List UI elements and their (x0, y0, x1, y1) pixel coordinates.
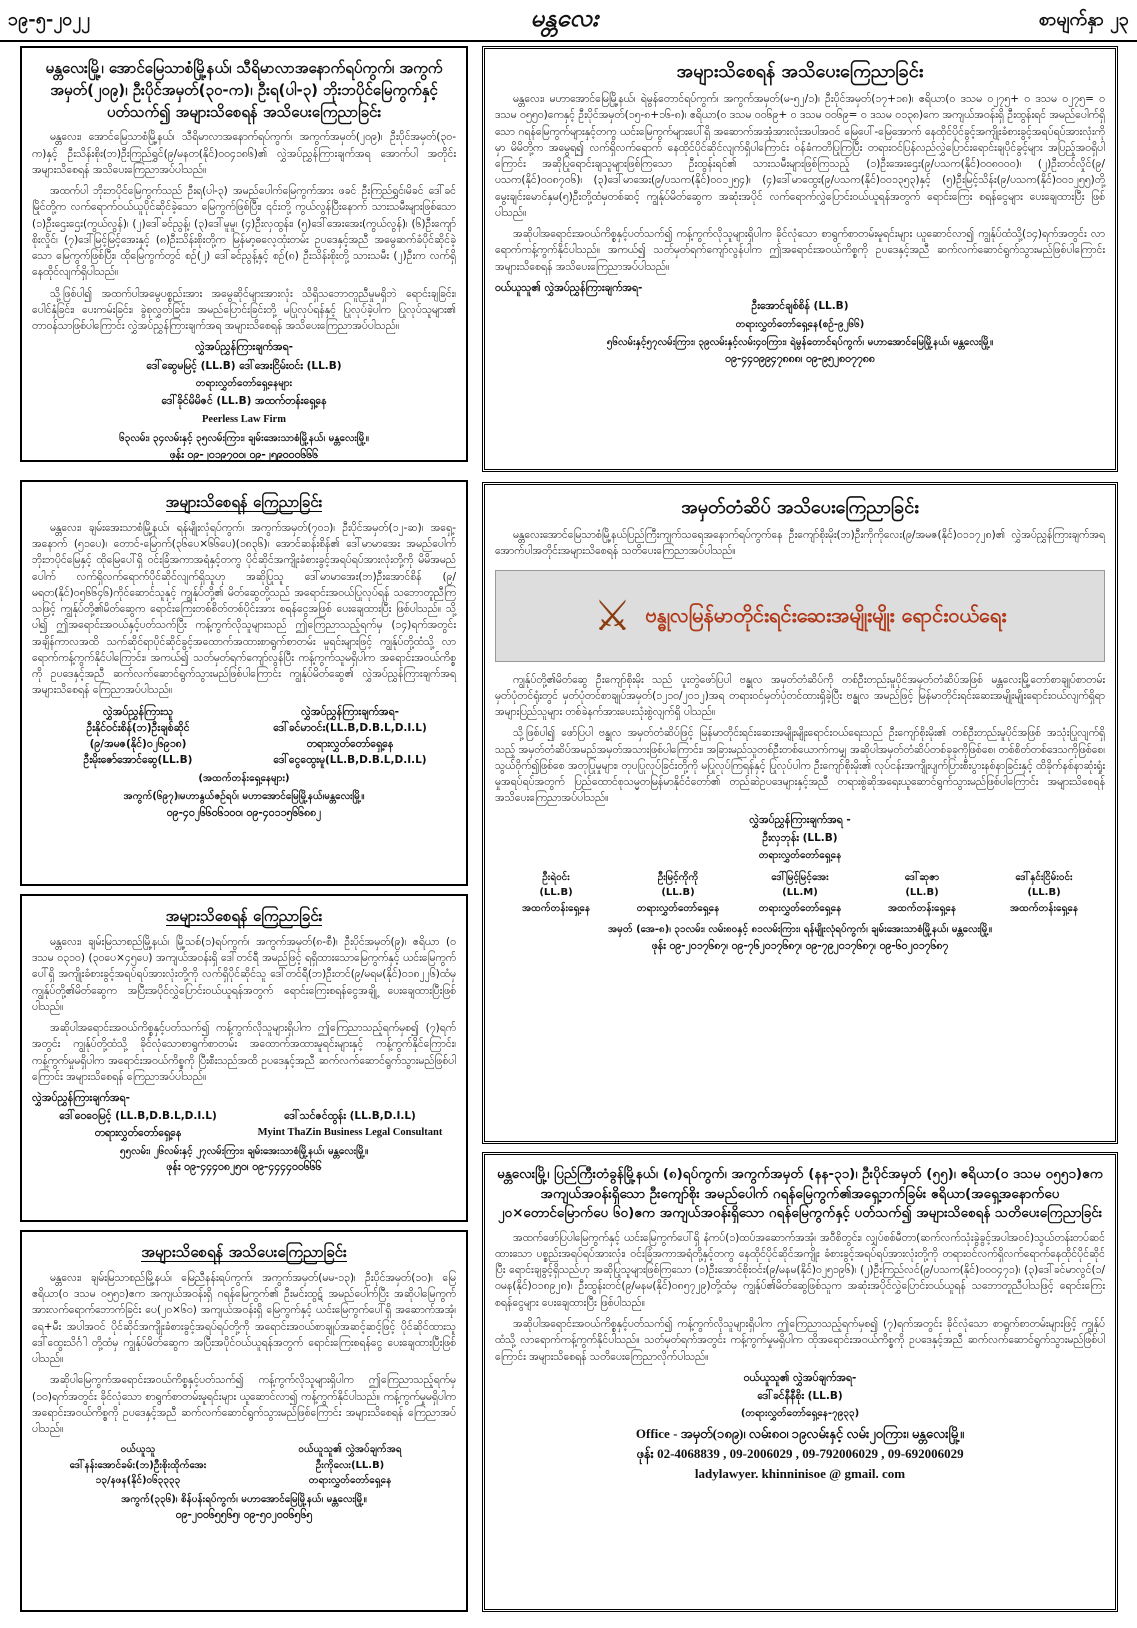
lawyer-entry: ဦးမြင့်ကိုကို (LL.B) တရားလွှတ်တော်ရှေ့နေ (636, 871, 720, 914)
notice-trademark-bandula (482, 482, 1118, 1144)
address: ၆၃လမ်း၊ ၃၄လမ်းနှင့် ၃၅လမ်းကြား၊ ချမ်းအေးသာစံမြို့နယ်၊ မန္တလေးမြို့။ (119, 433, 369, 444)
address: ၅၅လမ်း၊ ၂၆လမ်းနှင့် ၂၇လမ်းကြား၊ ချမ်းအေးသာစံမြို့နယ်၊ မန္တလေးမြို့။ (119, 1145, 369, 1157)
phone: ဖုန်း ၀၉-၂၀၁၇၆၈၇၊ ၀၉-၇၆၂၀၁၇၆၈၇၊ ၀၉-၇၉၂၀၁၇၆၈၇၊ ၀၉-၆၀၂၀၁၇၆၈၇ (651, 939, 949, 952)
lawyer-role: တရားလွှတ်တော်ရှေ့နေ (306, 738, 394, 751)
email: ladylawyer. khinninisoe @ gmail. com (694, 1466, 906, 1482)
notice-paragraph: အထက်ပါ ဘိုးဘပိုင်မြေကွက်သည် ဦးရ(ပါ-၃) အမည်ပေါက်မြေကွက်အား ဖခင် ဦးကြည်ရွှင်၊မိခင် ဒေါ်ခင်မြိုင်တို့က လက်ရောက်ဝယ်ယူပိုင်ဆိုင်ခဲ့သော မြေကွက်ဖြစ်ပြီး၊ ၎င်းတို့ ကွယ်လွန်ပြီးနောက် သားသမီးများဖြစ်သော (၁)ဦးဌေးဌေး(ကွယ်လွန်)၊ (၂)ဒေါ်ခင်ညွန့်၊ (၃)ဒေါ်မူမူ၊ (၄)ဦးလှထွန်း၊ (၅)ဒေါ်အေးအေး(ကွယ်လွန်)၊ (၆)ဦးကျော်စိုးလှိုင်၊ (၇)ဒေါ်မြင့်မြင့်အေးနှင့် (၈)ဦးသိန်းစိုးတို့က မြန်မာ့ဓလေ့ထုံးတမ်း ဥပဒေနှင့်အညီ အမွေဆက်ခံပိုင်ဆိုင်ခဲ့သော မြေကွက်ဖြစ်ပြီး၊ ထိုမြေကွက်တွင် စဉ်(၂) ဒေါ်ခင်ညွန့်နှင့် စဉ်(၈) ဦးသိန်းစိုးတို့ သားသမီး (၂)ဦးက လက်ရှိနေထိုင်လျက်ရှိပါသည်။ (32, 185, 456, 279)
notice-paragraph: မန္တလေး၊ ချမ်းမြသာစည်မြို့နယ်၊ မြို့သစ်(၁)ရပ်ကွက်၊ အကွက်အမှတ်(၈-စီ)၊ ဦးပိုင်အမှတ်(၉)၊ ဧရိယာ (၀ ဒသမ ၀၃၁၀) (၃၀ပေ×၄၅ပေ) အကျယ်အဝန်းရှိ ဒေါ်တင်ရီ အမည်ဖြင့် ရရှိထားသောမြေကွက်နှင့် ယင်းမြေကွက်ပေါ်ရှိ အကျိုးခံစားခွင့်အရပ်ရပ်အားလုံးတို့ကို လက်ရှိပိုင်ဆိုင်သူ ဒေါ်တင်ရီ(ဘ)ဦးတင်(၉/မရမ(နိုင်)၀၁၈၂၂၆)ထံမှ ကျွန်ုပ်တို့၏မိတ်ဆွေက အပြီးအပိုင်လွှဲပြောင်းဝယ်ယူရန်အတွက် ရောင်းကြေးစရန်ငွေအချို့ ပေးချေထားပြီးဖြစ်ပါသည်။ (32, 935, 456, 1013)
notice-paragraph: ကျွန်ုပ်တို့၏မိတ်ဆွေ ဦးကျော်စိုးမိုး သည် ပူးတွဲဖော်ပြပါ ဗန္ဓုလ အမှတ်တံဆိပ်ကို တစ်ဦးတည်းမူပိုင်အမှတ်တံဆိပ်အဖြစ် မန္တလေးမြို့တော်စာချုပ်စာတမ်းမှတ်ပုံတင်ရုံးတွင် မှတ်ပုံတင်စာချုပ်အမှတ်(၁၂၁၀/၂၀၁၂)အရ တရားဝင်မှတ်ပုံတင်ထားရှိခဲ့ပြီး ဗန္ဓုလ အမည်ဖြင့် မြန်မာတိုင်းရင်းဆေးအမျိုးမျိုးရောင်းဝယ်လျက်ရှိရာ အများပြည်သူများ တစ်ခဲနက်အားပေးသုံးစွဲလျက်ရှိ ပါသည်။ (495, 673, 1105, 719)
phone: ၀၉-၄၄၀၉၉၄၇၈၈၈၊ ၀၉-၉၅၂၈၀၇၇၈၈ (725, 352, 875, 365)
address: ၅၆လမ်းနှင့်၅၇လမ်းကြား၊ ၃၉လမ်းနှင့်လမ်း၄၀ကြား၊ ရဲမွန်တောင်ရပ်ကွက်၊ မဟာအောင်မြေမြို့နယ်၊ မန္တလေးမြို့။ (606, 337, 994, 349)
signature-label: ဝယ်ယူသူ (120, 1444, 156, 1456)
trademark-text: ဗန္ဓုလမြန်မာတိုင်းရင်းဆေးအမျိုးမျိုး ရောင်းဝယ်ရေး (645, 603, 1007, 628)
signature-label: ဝယ်ယူသူ၏ လွှဲအပ်ချက်အရ- (743, 1371, 857, 1384)
lawyer-name: ဒေါ်ငွေထွေးမူ(LL.B,D.B.L,D.I.L) (273, 754, 427, 767)
address: အမှတ် (အေ-၈)၊ ၃၁လမ်း၊ လမ်း၈၀နှင့် ၈၁လမ်းကြား၊ ရန်မျိုးလုံရပ်ကွက်၊ ချမ်းအေးသာစံမြို့နယ်၊ မန္တလေးမြို့။ (608, 924, 992, 936)
address: အကွက်(၃၃၆)၊ စိန်ပန်းရပ်ကွက်၊ မဟာအောင်မြေမြို့နယ်၊ မန္တလေးမြို့။ (121, 1493, 367, 1505)
notice-title: အမှတ်တံဆိပ် အသိပေးကြေညာခြင်း (681, 497, 919, 518)
notice-land-myay-nyi-nan (20, 1230, 468, 1612)
lawyer-role: တရားလွှတ်တော်ရှေ့နေ (308, 1475, 392, 1487)
lawyer-entry: ဒေါ်မြင့်မြင့်အေး (LL.M) တရားလွှတ်တော်ရှေ့နေ (758, 871, 842, 914)
lead-lawyer: ဒေါ်ခိုင်မိမိဇင် (LL.B) အထက်တန်းရှေ့နေ (161, 395, 327, 408)
lawyer-entry: ဒေါ်နှင်းငြိမ်းဝင်း (LL.B) အထက်တန်းရှေ့နေ (1009, 871, 1079, 914)
signature-label: လွှဲအပ်ညွှန်ကြားချက်အရ - (749, 813, 851, 826)
signature-label: ဝယ်ယူသူ၏ လွှဲအပ်ချက်အရ (298, 1444, 402, 1456)
notice-land-siri-malar (20, 46, 468, 462)
lawyer-name: ဒေါ်ခင်မာဝင်း(LL.B,D.B.L,D.I.L) (273, 721, 427, 734)
lawyer-name: ဦးလှဘုန်း (LL.B) (762, 832, 838, 845)
phone: ဖုန်း ၀၉-၄၄၄၀၈၂၅၀၊ ၀၉-၄၄၄၄၀၀၆၆၆ (166, 1161, 322, 1174)
notice-paragraph: သို့ဖြစ်ပါ၍ အထက်ပါအမွေပစ္စည်းအား အမွေဆိုင်များအားလုံး သိရှိသဘောတူညီမှုမရှိဘဲ ရောင်းချခြင်း၊ ပေါင်နှံခြင်း၊ ပေးကမ်းခြင်း၊ ခွဲစုလွှတ်ခြင်း၊ အမည်ပြောင်းခြင်းတို့ မပြုလုပ်ရန်နှင့် ပြုလုပ်ခဲ့ပါက ပြုလုပ်သူများ၏ တာဝန်သာဖြစ်ပါကြောင်း လွှဲအပ်ညွှန်ကြားချက်အရ အများသိစေရန် အသိပေးကြေညာအပ်ပါသည်။ (32, 287, 456, 333)
signature-label: လွှဲအပ်ညွှန်ကြားချက်အရ- (301, 705, 399, 718)
lawyer-list (495, 870, 1105, 917)
lawyer-entry: ဦးရဲဝင်း (LL.B) အထက်တန်းရှေ့နေ (521, 871, 591, 914)
lawyer-role: တရားလွှတ်တော်ရှေ့နေများ (195, 377, 293, 389)
notice-paragraph: မန္တလေး၊ မဟာအောင်မြေမြို့နယ်၊ ရဲမွန်တောင်ရပ်ကွက်၊ အကွက်အမှတ်(မ-၅၂/၁)၊ ဦးပိုင်အမှတ်(၁၇+၁၈)၊ ဧရိယာ(၀ ဒသမ ၀၂၇၅+ ၀ ဒသမ ၀၂၇၅= ၀ ဒသမ ၀၅၅၀)ကေနှင့် ဦးပိုင်အမှတ်(၁၅-၈+၁၆-၈)၊ ဧရိယာ(၀ ဒသမ ၀၀၆၉+ ၀ ဒသမ ၀၀၆၉= ၀ ဒသမ ၀၁၃၈)ကေ အကျယ်အဝန်းရှိ ဦးထွန်းရင် အမည်ပေါက်ရှိသော ဂရန်မြေကွက်များနှင့်တကွ ယင်းမြေကွက်များပေါ်ရှိ အဆောက်အအုံအားလုံးအပါအဝင် မြေပေါ်-မြေအောက် နေထိုင်ပိုင်ခွင့်အကျိုးခံစားခွင့်အရပ်ရပ်အားလုံးကိုမှာ မိမိတို့က အမွေရ၍ လက်ရှိလက်ရောက် နေထိုင်ပိုင်ဆိုင်လျက်ရှိပါကြောင်း ဝန်ခံကတိပြုကြပြီး တရားဝင်ပြန်လည်လွှဲပြောင်းရောင်းချပိုင်ခွင့်များ အပြည့်အဝရှိပါကြောင်း အဆိုပြုရောင်းချသူများဖြစ်ကြသော ဦးထွန်းရင်၏ သားသမီးများဖြစ်ကြသည့် (၁)ဦးအေးဌေး(၉/ပသက(နိုင်)၀၀၈၀၀၀)၊ (၂)ဦးတင်လှိုင်(၉/ပသက(နိုင်)၀၀၈၇၀၆)၊ (၃)ဒေါ်မာအေး(၉/ပသက(နိုင်)၀၀၁၂၅၄)၊ (၄)ဒေါ်မာထွေး(၉/ပသက(နိုင်)၀၀၁၃၅၃)နှင့် (၅)ဦးမြင့်သိန်း(၉/ပသက(နိုင်)၀၀၁၂၅၅)တို့ မွေးချင်းမောင်နှမ(၅)ဦးတို့ထံမှတစ်ဆင့် ကျွန်ုပ်မိတ်ဆွေက အဆုံးအပိုင် လက်ရောက်လွှဲပြောင်းဝယ်ယူရန်အတွက် ရောင်းကြေး စရန်ငွေများ ပေးချေထားပြီး ဖြစ်ပါသည်။ (495, 93, 1105, 219)
notice-paragraph: မန္တလေး၊ အောင်မြေသာစံမြို့နယ်၊ သီရိမာလာအနောက်ရပ်ကွက်၊ အကွက်အမှတ်(၂၀၉)၊ ဦးပိုင်အမှတ်(၃၀-က)နှင့် ဦးသိန်းစိုး(ဘ)ဦးကြည်ရွှင်(၉/မနတ(နိုင်)၀၀၄၁၈၆)၏ လွှဲအပ်ညွှန်ကြားချက်အရ အောက်ပါ အတိုင်း အများသိစေရန် အသိပေးကြေညာအပ်ပါသည်။ (32, 131, 456, 176)
notice-title: မန္တလေးမြို့၊ အောင်မြေသာစံမြို့နယ်၊ သီရိမာလာအနောက်ရပ်ကွက်၊ အကွက်အမှတ်(၂၀၉)၊ ဦးပိုင်အမှတ်(၃၀-က)၊ ဦးရ(ပါ-၃) ဘိုးဘပိုင်မြေကွက်နှင့် ပတ်သက်၍ အများသိစေရန် အသိပေးကြေညာခြင်း (45, 59, 443, 121)
lawyer-names: ဒေါ်ဆွေမမြင့် (LL.B) ဒေါ်အေးငြိမ်းဝင်း (LL.B) (146, 359, 342, 372)
notice-paragraph: မန္တလေး၊ ချမ်းမြသာစည်မြို့နယ်၊ မြေညီနန်းရပ်ကွက်၊ အကွက်အမှတ်(မမ-၁၃)၊ ဦးပိုင်အမှတ်(၁၀)၊ မြေဧရိယာ(၀ ဒသမ ၀၅၅၁)ဧက အကျယ်အဝန်းရှိ ဂရန်မြေကွက်၏ ဦးမင်းထွဋ် အမည်ပေါက်ပြီး အဆိုပါမြေကွက်အားလက်ရောက်ဘောက်ခြင်း ပေ(၂၀×၆၀) အကျယ်အဝန်းရှိ မြေကွက်နှင့် ယင်းမြေကွက်ပေါ်ရှိ အဆောက်အအုံ၊ ရေ+မီး အပါအဝင် ပိုင်ဆိုင်အကျိုးခံစားခွင့်အရပ်ရပ်တို့ကို အရောင်းအဝယ်စာချုပ်အဆင့်ဆင့်ဖြင့် ပိုင်ဆိုင်ထားသူ ဒေါ်ထွေးသိင်္ဂါ တို့ထံမှ ကျွန်ုပ်မိတ်ဆွေက အပြီးအပိုင်ဝယ်ယူရန်အတွက် ရောင်းကြေးစရန်ငွေ ပေးချေထားပြီးဖြစ်ပါသည်။ (32, 1271, 456, 1366)
notice-land-ye-mon-taung (482, 46, 1118, 472)
page-number: စာမျက်နှာ ၂၃ (1038, 8, 1129, 30)
signature-label: လွှဲအပ်ညွှန်ကြားချက်အရ- (32, 1092, 130, 1105)
principal-name: ဦးနိုင်ဝင်းစိန်(ဘ)ဦးချစ်ဆိုင် (86, 721, 190, 734)
notice-land-myo-thit (20, 894, 468, 1222)
phone: ၀၉-၄၀၂၆၆၀၆၁၀၀၊ ၀၉-၄၀၁၁၅၆၆၈၈၂ (166, 806, 322, 819)
trademark-banner (495, 570, 1105, 662)
notice-title: အများသိစေရန် အသိပေးကြေညာခြင်း (141, 1243, 347, 1261)
office-address: Office - အမှတ်(၁၈၉)၊ လမ်း၈၀၊ ၁၉လမ်းနှင့် လမ်း၂၀ကြား၊ မန္တလေးမြို့။ (635, 1425, 965, 1441)
issue-date: ၁၉-၅-၂၀၂၂ (8, 8, 90, 30)
notice-title: မန္တလေးမြို့၊ ပြည်ကြီးတံခွန်မြို့နယ်၊ (၈)ရပ်ကွက်၊ အကွက်အမှတ် (နန-၃၁)၊ ဦးပိုင်အမှတ် (၅၅)၊ ဧရိယာ(၀ ဒသမ ၀၅၅၁)ဧက အကျယ်အဝန်းရှိသော ဦးကျော်စိုး အမည်ပေါက် ဂရန်မြေကွက်၏အရှေ့ဘက်ခြမ်း ဧရိယာ(အရှေ့အနောက်ပေ ၂၀×တောင်မြောက်ပေ ၆၀)ဧက အကျယ်အဝန်းရှိသော ဂရန်မြေကွက်နှင့် ပတ်သက်၍ အများသိစေရန် သတိပေးကြေညာခြင်း (497, 1166, 1103, 1222)
phone: ဖုန်း ၀၉-၂၀၁၉၇၀၀၊ ၀၉-၂၅၉၀၀၀၆၆၆ (169, 448, 319, 461)
notice-paragraph: အဆိုပါမြေကွက်အရောင်းအဝယ်ကိစ္စနှင့်ပတ်သက်၍ ကန့်ကွက်လိုသူများရှိပါက ဤကြေညာသည့်ရက်မှ (၁၀)ရက်အတွင်း ခိုင်လုံသော စာရွက်စာတမ်းမူရင်းများ ယူဆောင်လာ၍ ကန့်ကွက်နိုင်ပါသည်။ ကန့်ကွက်မှုမရှိပါက အရောင်းအဝယ်ကိစ္စကို ဥပဒေနှင့်အညီ ဆက်လက်ဆောင်ရွက်သွားမည်ဖြစ်ကြောင်း အများသိစေရန် ကြေညာအပ်ပါသည်။ (32, 1374, 456, 1436)
phone: ၀၉-၂၀၀၆၅၅၆၅၊ ၀၉-၅၀၂၀၀၆၅၆၅ (175, 1509, 313, 1522)
lawyer-role: တရားလွှတ်တော်ရှေ့နေ (758, 850, 842, 862)
lawyer-name: ဦးမိုးဇော်အောင်ဆွေ(LL.B) (83, 754, 193, 767)
lawyer-role: တရားလွှတ်တော်ရှေ့နေ(စဉ်-၉၂၆၆) (735, 318, 865, 330)
notice-title: အများသိစေရန် အသိပေးကြေညာခြင်း (676, 61, 924, 82)
lawyer-name: ဒေါ်သင်ဇင်ထွန်း (LL.B,D.I.L) (284, 1110, 416, 1123)
signature-label: လွှဲအပ်ညွှန်ကြားသူ (102, 705, 174, 718)
notice-paragraph: မန္တလေး၊ ချမ်းအေးသာစံမြို့နယ်၊ ရန်မျိုးလုံရပ်ကွက်၊ အကွက်အမှတ်(၇၀၁)၊ ဦးပိုင်အမှတ်(၁၂-ဆ)၊ အရှေ့-အနောက် (၅၁ပေ)၊ တောင်-မြောက်(၃၆ပေ×၆၆ပေ)(၁၈၃၆)၊ အောင်ဆန်းစိန်၏ ဒေါ်မာမာအေး အမည်ပေါက် ဘိုးဘပိုင်မြေနှင့် ထိုမြေပေါ်ရှိ ဝင်းခြံအကာအရံနှင့်တကွ ပိုင်ဆိုင်အကျိုးခံစားခွင့်အရပ်ရပ်အားလုံးတို့ကို မိမိအမည်ပေါက် လက်ရှိလက်ရောက်ပိုင်ဆိုင်လျက်ရှိသူဟု အဆိုပြုသူ ဒေါ်မာမာအေး(ဘ)ဦးအောင်စိန် (၉/မရတ(နိုင်)၀၅၆၆၄၆)ကိုင်ဆောင်သူနှင့် ကျွန်ုပ်တို့၏ မိတ်ဆွေတို့သည် အရောင်းအဝယ်ပြုလုပ်ရန် သဘောတူညီကြသဖြင့် ကျွန်ုပ်တို့၏မိတ်ဆွေက ရောင်းကြေးတစ်စိတ်တစ်ပိုင်းအား စရန်ငွေအဖြစ် ပေးချေထားပြီး ဖြစ်ပါသည်။ သို့ပါ၍ ဤအရောင်းအဝယ်နှင့်ပတ်သက်ပြီး ကန့်ကွက်လိုသူများသည် ဤကြေညာသည့်ရက်မှ (၁၄)ရက်အတွင်း အချိန်ကာလအထိ သက်ဆိုင်ရာပိုင်ဆိုင်ခွင့်အထောက်အထားစာရွက်စာတမ်း မူရင်းများဖြင့် ကျွန်ုပ်တို့ထံသို့ လာရောက်ကန့်ကွက်နိုင်ပါကြောင်း၊ အကယ်၍ သတ်မှတ်ရက်ကျော်လွန်ပြီး ကန့်ကွက်သူမရှိပါက အရောင်းအဝယ်ကိစ္စကို ဥပဒေနှင့်အညီ ဆက်လက်ဆောင်ရွက်သွားမည်ဖြစ်ပါကြောင်း ကျွန်ုပ်မိတ်ဆွေ၏ လွှဲအပ်ညွှန်ကြားချက်အရ အများသိစေရန် ကြေညာအပ်ပါသည်။ (32, 521, 456, 697)
notice-title: အများသိစေရန် ကြေညာခြင်း (165, 493, 323, 511)
lawyer-name: ဒေါ်ခင်နီနီစိုး (LL.B) (757, 1390, 843, 1403)
lawyer-name: ဒေါ်ဝေဝေမြင့် (LL.B,D.B.L,D.I.L) (59, 1110, 217, 1123)
lawyer-name: ဦးကိုလေး(LL.B) (315, 1459, 385, 1471)
law-firm-name: Peerless Law Firm (202, 413, 286, 425)
notice-paragraph: မန္တလေးအောင်မြေသာစံမြို့နယ်ပြည်ကြီးကျက်သရေအနောက်ရပ်ကွက်နေ ဦးကျော်စိုးမိုး(ဘ)ဦးကိုကိုလေး(၉/အမဇ(နိုင်)၀၁၁၇၂၈)၏ လွှဲအပ်ညွှန်ကြားချက်အရ အောက်ပါအတိုင်းအများသိစေရန် သတိပေးကြေညာအပ်ပါသည်။ (495, 529, 1105, 558)
principal-name: ဒေါ်နန်းအောင်ခမ်း(ဘ)ဦးစိုးထိုက်အေး (69, 1459, 207, 1471)
notice-paragraph: အဆိုပါအရောင်းအဝယ်ကိစ္စနှင့်ပတ်သက်၍ ကန့်ကွက်လိုသူများရှိပါက ဤကြေညာသည့်ရက်မှစ၍ (၇)ရက်အတွင်း ခိုင်လုံသော စာရွက်စာတမ်းများဖြင့် ကျွန်ုပ်ထံသို့ လာရောက်ကန့်ကွက်နိုင်ပါသည်။ သတ်မှတ်ရက်အတွင်း ကန့်ကွက်မှုမရှိပါက ထိုအရောင်းအဝယ်ကိစ္စကို ဥပဒေနှင့်အညီ ဆက်လက်ဆောင်ရွက်သွားမည်ဖြစ်ပါကြောင်း အများသိစေရန် သတိပေးကြေညာလိုက်ပါသည်။ (495, 1318, 1105, 1363)
address: အကွက်(၆၉၇)၊မဟာနွယ်ဇဉ်ရပ်၊ မဟာအောင်မြေမြို့နယ်၊မန္တလေးမြို့။ (123, 791, 365, 803)
lawyer-role: (တရားလွှတ်တော်ရှေ့နေ-၇၉၃၃) (740, 1408, 860, 1420)
signature-label: လွှဲအပ်ညွှန်ကြားချက်အရ- (195, 341, 293, 354)
notice-paragraph: အဆိုပါအရောင်းအဝယ်ကိစ္စနှင့်ပတ်သက်၍ ကန့်ကွက်လိုသူများရှိပါက ခိုင်လုံသော စာရွက်စာတမ်းမူရင်းများ ယူဆောင်လာ၍ ကျွန်ုပ်ထံသို့(၁၄)ရက်အတွင်း လာရောက်ကန့်ကွက်နိုင်ပါသည်။ အကယ်၍ သတ်မှတ်ရက်ကျော်လွန်ပါက ဤအရောင်းအဝယ်ကိစ္စကို ဥပဒေနှင့်အညီ ဆက်လက်ဆောင်ရွက်သွားမည်ဖြစ်ပါကြောင်း အများသိစေရန် အသိပေးကြေညာအပ်ပါသည်။ (495, 228, 1105, 273)
lawyer-role: တရားလွှတ်တော်ရှေ့နေ (94, 1126, 182, 1139)
notice-paragraph: သို့ဖြစ်ပါ၍ ဖော်ပြပါ ဗန္ဓုလ အမှတ်တံဆိပ်ဖြင့် မြန်မာတိုင်းရင်းဆေးအမျိုးမျိုးရောင်းဝယ်ရေးသည် ဦးကျော်စိုးမိုး၏ တစ်ဦးတည်းမူပိုင်အဖြစ် အသုံးပြုလျက်ရှိသည့် အမှတ်တံဆိပ်အမည်အမှတ်အသားဖြစ်ပါကြောင်း၊ အခြားမည်သူတစ်ဦးတစ်ယောက်ကမျှ အဆိုပါအမှတ်တံဆိပ်တစ်ခုခုကိုဖြစ်စေ၊ တစ်စိတ်တစ်ဒေသကိုဖြစ်စေ၊ သွယ်ဝိုက်၍ဖြစ်စေ အတုပြုမှုများ၊ တုပပြုလုပ်ခြင်းတို့ကို မပြုလုပ်ကြရန်နှင့် ပြုလုပ်ပါက ဦးကျော်စိုးမိုး၏ လုပ်ငန်းအကျိုးပျက်ပြားစီးပွားနစ်နာခြင်းနှင့် ထိခိုက်နစ်နာဆုံးရှုံးမှုအရပ်ရပ်အတွက် ပြည်ထောင်စုသမ္မတမြန်မာနိုင်ငံတော်၏ တည်ဆဲဥပဒေများနှင့်အညီ တရားစွဲဆိုအရေးယူဆောင်ရွက်သွားမည်ဖြစ်ပါကြောင်း အများသိစေရန် အသိပေးကြေညာအပ်ပါသည်။ (495, 727, 1105, 805)
lawyer-name: ဦးအောင်ချစ်စိန် (LL.B) (751, 300, 849, 313)
newspaper-masthead: မန္တလေး (530, 3, 599, 32)
lawyer-entry: ဒေါ်ဆုဇာ (LL.B) အထက်တန်းရှေ့နေ (887, 871, 957, 914)
notice-paragraph: အဆိုပါအရောင်းအဝယ်ကိစ္စနှင့်ပတ်သက်၍ ကန့်ကွက်လိုသူများရှိပါက ဤကြေညာသည့်ရက်မှစ၍ (၇)ရက်အတွင်း ကျွန်ုပ်တို့ထံသို့ ခိုင်လုံသောစာရွက်စာတမ်း အထောက်အထားမူရင်းများနှင့် ကန့်ကွက်နိုင်ကြောင်း၊ ကန့်ကွက်မှုမရှိပါက အရောင်းအဝယ်ကိစ္စကို ပြီးစီးသည်အထိ ဥပဒေနှင့်အညီ ဆက်လက်ဆောင်ရွက်သွားမည်ဖြစ်ပါကြောင်း အများသိစေရန် ကြေညာအပ်ပါသည်။ (32, 1022, 456, 1083)
signature-label: ဝယ်ယူသူ၏ လွှဲအပ်ညွှန်ကြားချက်အရ- (495, 282, 643, 295)
principal-id: (၉/အမဇ(နိုင်)၀၂၆၉၁၈) (89, 738, 187, 751)
notice-paragraph: အထက်ဖော်ပြပါမြေကွက်နှင့် ယင်းမြေကွက်ပေါ်ရှိ နံကပ်(၁)ထပ်အဆောက်အအုံ၊ အဝီစိတွင်း၊ လျှပ်စစ်မီတာ(ဆက်လက်သုံးခွဲခွင့်အပါအဝင်)သွယ်တန်းတပ်ဆင်ထားသော ပစ္စည်းအရပ်ရပ်အားလုံး၊ ဝင်းခြံအကာအရံတို့နှင့်တကွ နေထိုင်ပိုင်ဆိုင်အကျိုး ခံစားခွင့်အရပ်ရပ်အားလုံးတို့ကို တရားဝင်လက်ရှိလက်ရောက်နေထိုင်ပိုင်ဆိုင်ပြီး ရောင်းချခွင့်ရှိသည်ဟု အဆိုပြုသူများဖြစ်ကြသော (၁)ဦးအောင်စိုးဝင်း(၉/မနမ(နိုင်)၀၂၅၁၉၆)၊ (၂)ဦးကြည်လင်(၉/ပသက(နိုင်)၀၀၀၄၇၁)၊ (၃)ဒေါ်ခင်မာလွင်(၁/ဝမန(နိုင်)၀၁၈၉၂၈)၊ ဦးထွန်းတင်(၉/မနမ(နိုင်)၀၈၅၇၂၉)တို့ထံမှ ကျွန်ုပ်၏မိတ်ဆွေဖြစ်သူက အဆုံးအပိုင်လွှဲပြောင်းဝယ်ယူရန် သဘောတူညီပါသဖြင့် ရောင်းကြေးစရန်ငွေများ ပေးချေထားပြီး ဖြစ်ပါသည်။ (495, 1231, 1105, 1309)
lawyer-role: (အထက်တန်းရှေ့နေများ) (198, 772, 290, 784)
principal-id: ၁၃/နဖန(နိုင်)၀၆၃၃၃၃ (95, 1475, 181, 1487)
law-firm-name: Myint ThaZin Business Legal Consultant (257, 1126, 443, 1138)
phone: ဖုန်း 02-4068839 , 09-2006029 , 09-792006029 , 09-692006029 (636, 1445, 964, 1461)
notice-land-pyigyitagon (482, 1152, 1118, 1612)
crossed-swords-helmet-icon: ⚔ (593, 591, 632, 641)
notice-land-yan-myo-lone (20, 480, 468, 886)
notice-title: အများသိစေရန် ကြေညာခြင်း (165, 907, 323, 925)
page-header (0, 0, 1137, 42)
